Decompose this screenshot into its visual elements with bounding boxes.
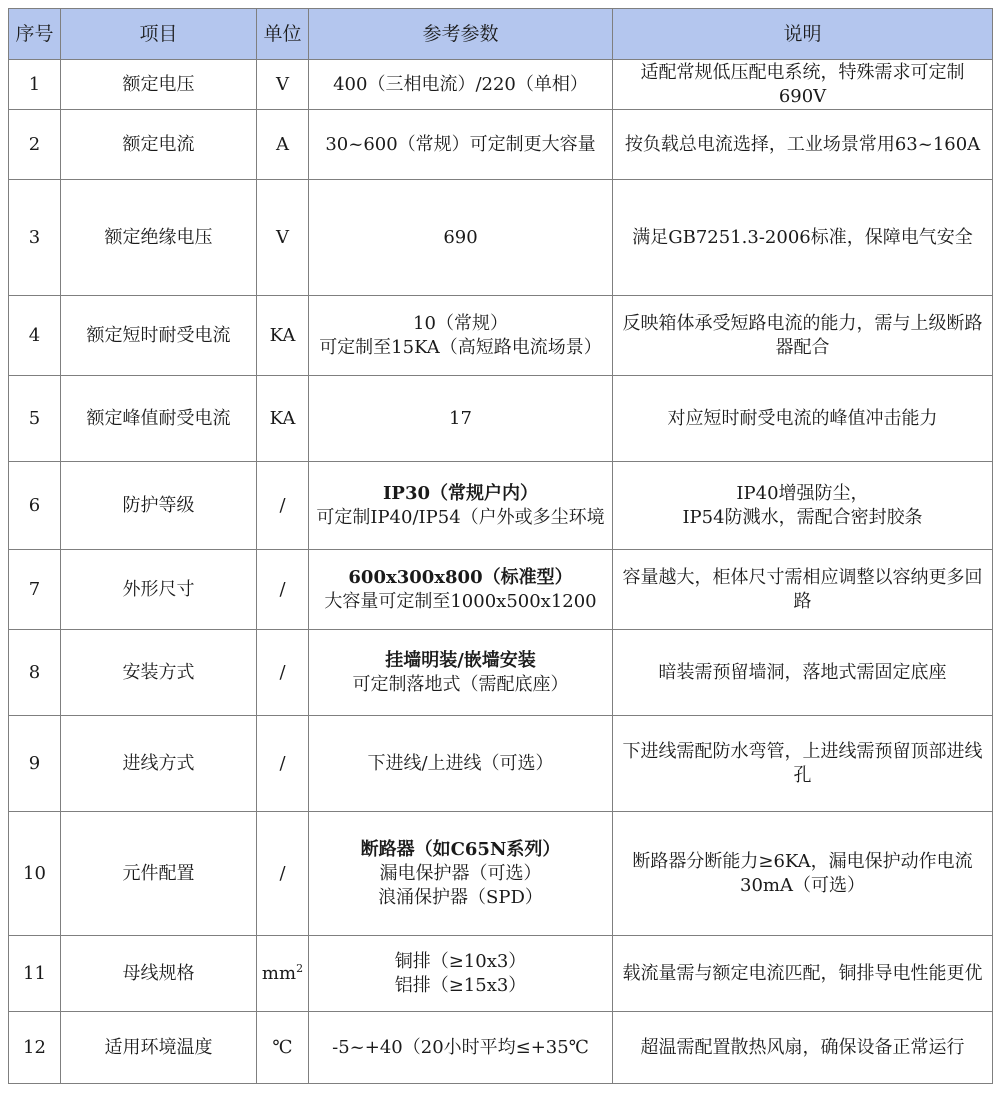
row-note — [613, 630, 993, 716]
row-unit — [257, 936, 309, 1012]
row-item: 元件配置 — [61, 812, 257, 936]
row-note — [613, 60, 993, 110]
param-line: 400（三相电流）/220（单相） — [333, 73, 588, 95]
note-line: 路 — [793, 590, 812, 612]
note-line: 容量越大，柜体尺寸需相应调整以容纳更多回 — [622, 566, 983, 588]
row-param — [309, 376, 613, 462]
row-unit: ℃ — [257, 1012, 309, 1084]
table-row — [9, 630, 993, 716]
row-param — [309, 110, 613, 180]
note-line: 器配合 — [775, 336, 830, 358]
row-note — [613, 936, 993, 1012]
table-row — [9, 812, 993, 936]
table-row — [9, 550, 993, 630]
row-no: 12 — [9, 1012, 61, 1084]
row-param — [309, 716, 613, 812]
parameter-table — [8, 8, 993, 1084]
param-line: 大容量可定制至1000x500x1200 — [324, 590, 597, 612]
note-line: IP40增强防尘， — [736, 482, 869, 504]
row-no: 7 — [9, 550, 61, 630]
row-no: 9 — [9, 716, 61, 812]
table-row — [9, 110, 993, 180]
row-note — [613, 296, 993, 376]
note-line: 载流量需与额定电流匹配，铜排导电性能更优 — [622, 962, 983, 984]
row-no: 10 — [9, 812, 61, 936]
row-no: 2 — [9, 110, 61, 180]
param-line: 下进线/上进线（可选） — [367, 752, 554, 774]
row-no: 1 — [9, 60, 61, 110]
table-row — [9, 60, 993, 110]
row-note — [613, 550, 993, 630]
row-note — [613, 110, 993, 180]
param-line: 铜排（≥10x3） — [394, 950, 527, 972]
row-item: 额定电压 — [61, 60, 257, 110]
row-item: 额定绝缘电压 — [61, 180, 257, 296]
param-line: 600x300x800（标准型） — [348, 566, 573, 588]
table-row — [9, 716, 993, 812]
param-line: 可定制至15KA（高短路电流场景） — [319, 336, 602, 358]
table-header-row — [9, 9, 993, 60]
row-note — [613, 180, 993, 296]
row-unit: KA — [257, 376, 309, 462]
row-item: 防护等级 — [61, 462, 257, 550]
param-line: 浪涌保护器（SPD） — [378, 886, 543, 908]
note-line: 适配常规低压配电系统，特殊需求可定制690V — [640, 61, 965, 107]
row-item: 适用环境温度 — [61, 1012, 257, 1084]
header-no: 序号 — [9, 9, 61, 60]
table-row — [9, 462, 993, 550]
table-row — [9, 1012, 993, 1084]
row-unit: / — [257, 462, 309, 550]
table-row — [9, 376, 993, 462]
header-param: 参考参数 — [309, 9, 613, 60]
row-note — [613, 716, 993, 812]
row-unit: V — [257, 180, 309, 296]
table-row — [9, 936, 993, 1012]
header-item: 项目 — [61, 9, 257, 60]
note-line: 超温需配置散热风扇，确保设备正常运行 — [640, 1036, 965, 1058]
row-no: 3 — [9, 180, 61, 296]
param-line: 挂墙明装/嵌墙安装 — [385, 649, 536, 671]
param-line: 17 — [449, 407, 472, 429]
row-item: 额定短时耐受电流 — [61, 296, 257, 376]
row-item: 安装方式 — [61, 630, 257, 716]
header-unit: 单位 — [257, 9, 309, 60]
row-no: 4 — [9, 296, 61, 376]
note-line: 满足GB7251.3-2006标准，保障电气安全 — [632, 226, 973, 248]
param-line: 铝排（≥15x3） — [394, 974, 527, 996]
row-param — [309, 462, 613, 550]
row-param — [309, 936, 613, 1012]
row-unit: V — [257, 60, 309, 110]
param-line: 可定制IP40/IP54（户外或多尘环境 — [316, 506, 605, 528]
param-line: 30~600（常规）可定制更大容量 — [325, 133, 596, 155]
row-no: 11 — [9, 936, 61, 1012]
table-row — [9, 296, 993, 376]
row-no: 5 — [9, 376, 61, 462]
row-param — [309, 180, 613, 296]
row-item: 额定峰值耐受电流 — [61, 376, 257, 462]
row-param — [309, 812, 613, 936]
param-line: 10（常规） — [413, 312, 508, 334]
param-line: 漏电保护器（可选） — [379, 862, 542, 884]
row-note — [613, 376, 993, 462]
row-param — [309, 296, 613, 376]
note-line: 孔 — [793, 764, 812, 786]
header-note: 说明 — [613, 9, 993, 60]
row-note — [613, 462, 993, 550]
unit-superscript: 2 — [296, 961, 304, 975]
row-note — [613, 812, 993, 936]
row-unit: KA — [257, 296, 309, 376]
row-param — [309, 550, 613, 630]
param-line: 690 — [443, 226, 478, 248]
note-line: 30mA（可选） — [740, 874, 865, 896]
param-line: 可定制落地式（需配底座） — [352, 673, 569, 695]
row-unit: / — [257, 630, 309, 716]
unit-text: mm — [261, 962, 297, 984]
row-note — [613, 1012, 993, 1084]
row-unit: A — [257, 110, 309, 180]
table-row — [9, 180, 993, 296]
row-param — [309, 1012, 613, 1084]
note-line: 对应短时耐受电流的峰值冲击能力 — [667, 407, 938, 429]
row-unit: / — [257, 812, 309, 936]
note-line: IP54防溅水，需配合密封胶条 — [682, 506, 923, 528]
row-unit: / — [257, 550, 309, 630]
note-line: 暗装需预留墙洞，落地式需固定底座 — [658, 661, 947, 683]
row-unit: / — [257, 716, 309, 812]
row-no: 6 — [9, 462, 61, 550]
param-line: 断路器（如C65N系列） — [360, 838, 561, 860]
note-line: 断路器分断能力≥6KA，漏电保护动作电流 — [632, 850, 973, 872]
row-param — [309, 60, 613, 110]
row-item: 额定电流 — [61, 110, 257, 180]
row-param — [309, 630, 613, 716]
param-line: -5~+40（20小时平均≤+35℃ — [332, 1036, 589, 1058]
note-line: 按负载总电流选择，工业场景常用63~160A — [624, 133, 981, 155]
row-item: 母线规格 — [61, 936, 257, 1012]
row-item: 外形尺寸 — [61, 550, 257, 630]
row-no: 8 — [9, 630, 61, 716]
row-item: 进线方式 — [61, 716, 257, 812]
param-line: IP30（常规户内） — [382, 482, 538, 504]
note-line: 下进线需配防水弯管，上进线需预留顶部进线 — [622, 740, 983, 762]
note-line: 反映箱体承受短路电流的能力，需与上级断路 — [622, 312, 983, 334]
